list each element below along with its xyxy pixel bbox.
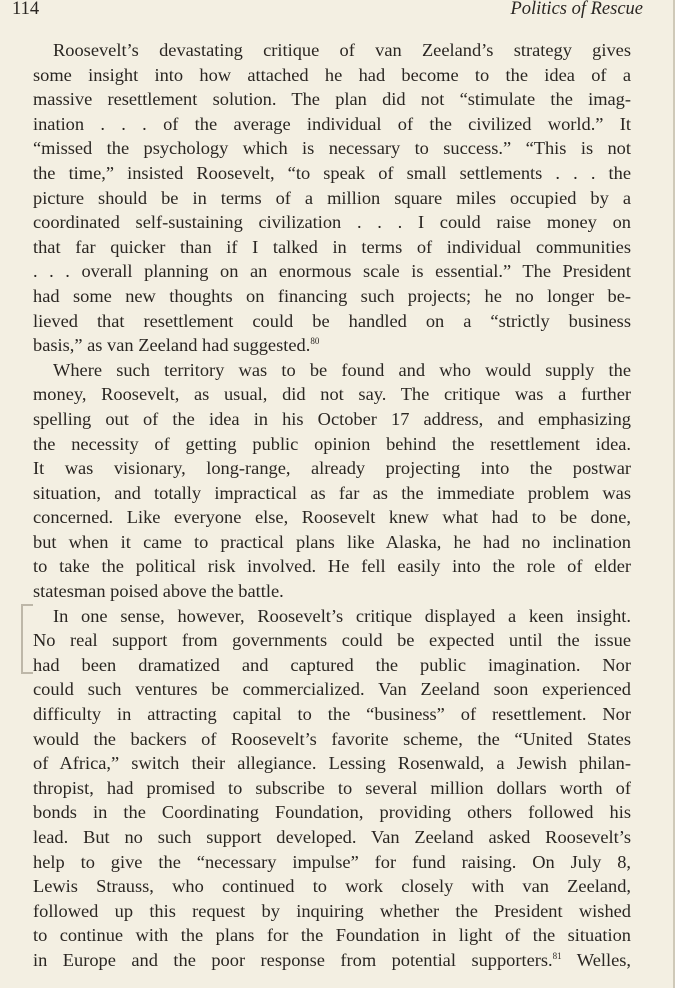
text-line: the time,” insisted Roosevelt, “to speak of small settlements . . . the <box>33 162 631 183</box>
text-line: bonds in the Coordinating Foundation, providing others followed his <box>33 802 631 823</box>
text-line: the necessity of getting public opinion behind the resettlement idea. <box>33 433 631 454</box>
text-line: to continue with the plans for the Foundation in light of the situation <box>33 925 631 946</box>
text-line: ination . . . of the average individual of the civilized world.” It <box>33 113 631 134</box>
text-line: basis,” as van Zeeland had suggested.$^{80}$ <box>33 335 320 356</box>
text-line: of Africa,” switch their allegiance. Lessing Rosenwald, a Jewish philan- <box>33 753 631 774</box>
text-line: had some new thoughts on financing such projects; he no longer be- <box>33 285 631 306</box>
text-line: “missed the psychology which is necessary to success.” “This is not <box>33 138 631 159</box>
text-line: Lewis Strauss, who continued to work closely with van Zeeland, <box>33 876 631 897</box>
text-line: had been dramatized and captured the public imagination. Nor <box>33 654 631 675</box>
margin-pencil-mark <box>21 604 33 606</box>
text-line: difficulty in attracting capital to the “business” of resettlement. Nor <box>33 704 631 725</box>
text-line: in Europe and the poor response from potential supporters.$^{81}$ Welles, <box>33 949 631 970</box>
text-line: but when it came to practical plans like Alaska, he had no inclination <box>33 531 631 552</box>
text-line: situation, and totally impractical as far as the immediate problem was <box>33 482 631 503</box>
text-line: help to give the “necessary impulse” for fund raising. On July 8, <box>33 851 631 872</box>
text-line: lead. But no such support developed. Van Zeeland asked Roosevelt’s <box>33 827 631 847</box>
text-line: concerned. Like everyone else, Roosevelt knew what had to be done, <box>33 507 631 528</box>
text-line: followed up this request by inquiring whether the President wished <box>33 900 631 921</box>
text-line: It was visionary, long-range, already projecting into the postwar <box>33 458 631 479</box>
margin-pencil-mark <box>21 672 33 674</box>
text-line: some insight into how attached he had become to the idea of a <box>33 64 631 85</box>
body-text <box>33 38 631 973</box>
text-line: Where such territory was to be found and who would supply the <box>53 359 631 380</box>
running-title: Politics of Rescue <box>510 0 643 19</box>
text-line: statesman poised above the battle. <box>33 581 284 602</box>
text-line: . . . overall planning on an enormous scale is essential.” The President <box>33 261 631 282</box>
margin-pencil-mark <box>21 604 23 674</box>
text-line: that far quicker than if I talked in terms of individual communities <box>33 236 631 257</box>
text-line: No real support from governments could be expected until the issue <box>33 630 631 651</box>
text-line: picture should be in terms of a million square miles occupied by a <box>33 187 631 208</box>
text-line: money, Roosevelt, as usual, did not say. The critique was a further <box>33 384 631 405</box>
text-line: Roosevelt’s devastating critique of van Zeeland’s strategy gives <box>53 40 631 60</box>
text-line: lieved that resettlement could be handled on a “strictly business <box>33 310 631 331</box>
text-line: spelling out of the idea in his October 17 address, and emphasizing <box>33 408 631 429</box>
page-header <box>12 0 643 25</box>
text-line: In one sense, however, Roosevelt’s critique displayed a keen insight. <box>53 605 631 626</box>
footnote-ref-81: 81 <box>552 950 562 961</box>
footnote-ref-80: 80 <box>310 336 320 347</box>
text-line: massive resettlement solution. The plan did not “stimulate the imag- <box>33 89 631 110</box>
page-number: 114 <box>12 0 40 19</box>
text-line: thropist, had promised to subscribe to several million dollars worth of <box>33 777 631 798</box>
text-line: could such ventures be commercialized. Van Zeeland soon experienced <box>33 679 631 700</box>
text-line: to take the political risk involved. He fell easily into the role of elder <box>33 556 631 577</box>
text-line: would the backers of Roosevelt’s favorite scheme, the “United States <box>33 728 631 749</box>
text-line: coordinated self-sustaining civilization . . . I could raise money on <box>33 212 631 233</box>
